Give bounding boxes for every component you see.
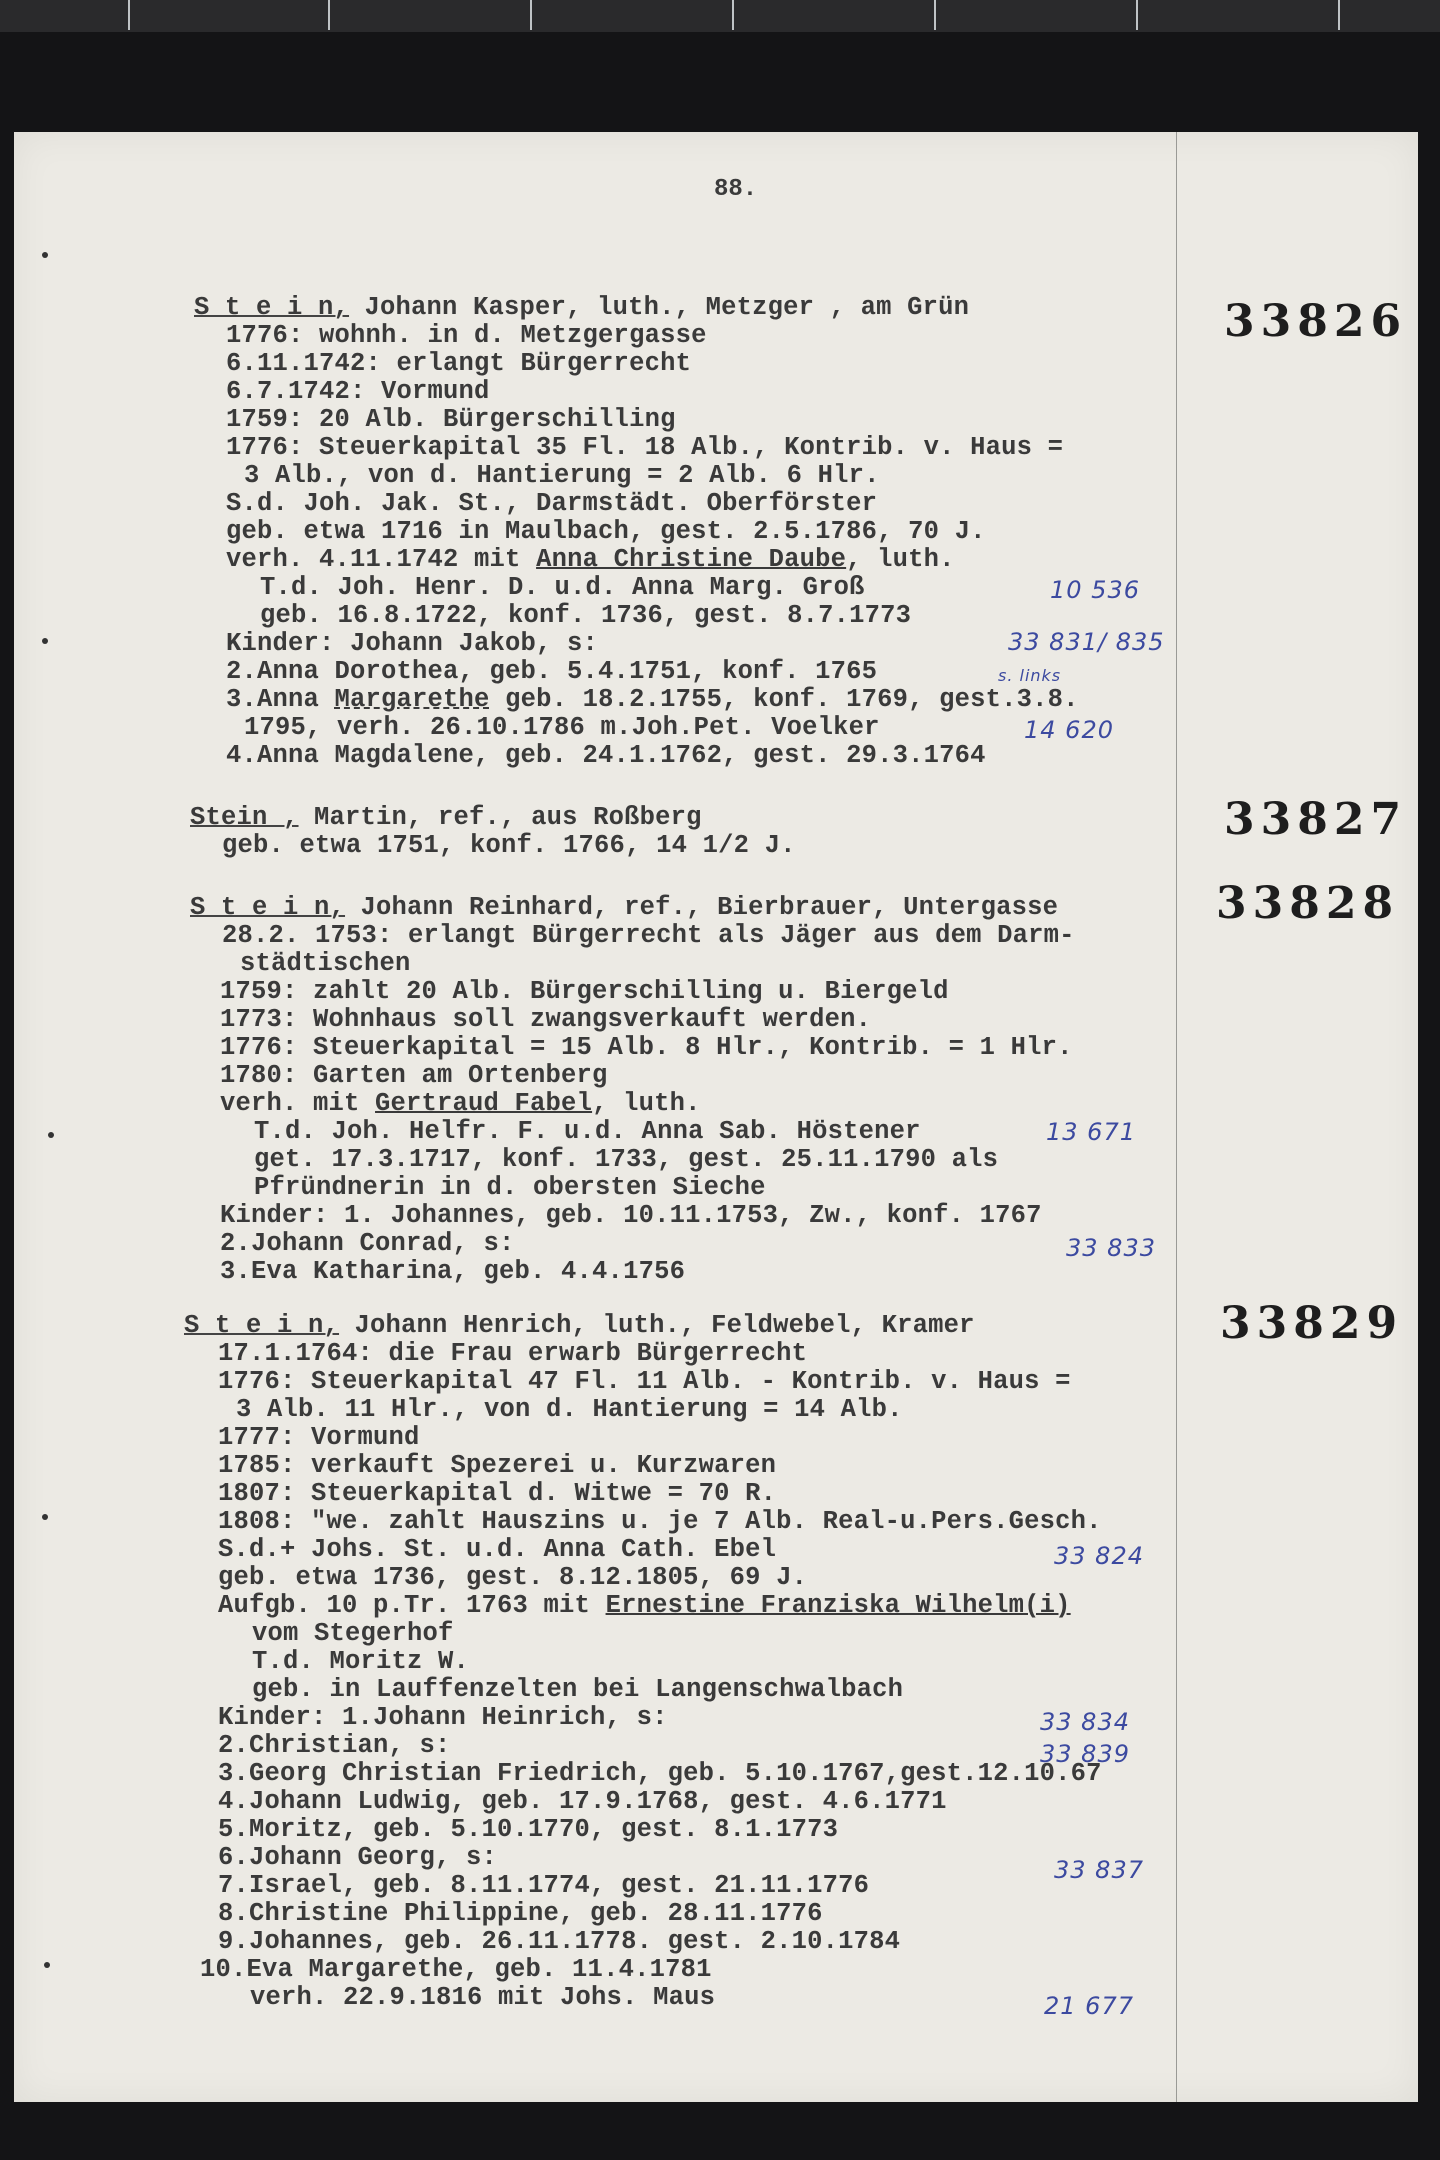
entry-line: 1776: Steuerkapital 47 Fl. 11 Alb. - Kontrib. v. Haus = xyxy=(218,1367,1071,1396)
entry-line: geb. 16.8.1722, konf. 1736, gest. 8.7.1773 xyxy=(260,601,912,630)
entry-line: T.d. Joh. Henr. D. u.d. Anna Marg. Groß xyxy=(260,573,865,602)
entry-line: S.d.+ Johs. St. u.d. Anna Cath. Ebel xyxy=(218,1535,777,1564)
spouse-name: Anna Christine Daube xyxy=(536,545,847,574)
entry-line: Pfründnerin in d. obersten Sieche xyxy=(254,1173,766,1202)
reference-number: 33829 xyxy=(1220,1298,1404,1349)
entry-line: Kinder: 1.Johann Heinrich, s: xyxy=(218,1703,668,1732)
surname: S t e i n, xyxy=(194,293,350,322)
column-divider xyxy=(1176,132,1177,2102)
handwritten-note: 33 833 xyxy=(1066,1234,1156,1262)
entry-line: 1808: "we. zahlt Hauszins u. je 7 Alb. Real-u.Pers.Gesch. xyxy=(218,1507,1102,1536)
entry-line: 9.Johannes, geb. 26.11.1778. gest. 2.10.1784 xyxy=(218,1927,901,1956)
text: geb. 18.2.1755, konf. 1769, gest.3.8. xyxy=(489,685,1079,714)
handwritten-note: 10 536 xyxy=(1050,576,1140,604)
film-tick xyxy=(1338,0,1340,30)
reference-number: 33828 xyxy=(1216,878,1400,929)
entry-line: 3.Georg Christian Friedrich, geb. 5.10.1767,gest.12.10.67 xyxy=(218,1759,1102,1788)
entry-line: 4.Anna Magdalene, geb. 24.1.1762, gest. 29.3.1764 xyxy=(226,741,986,770)
entry-line: 2.Christian, s: xyxy=(218,1731,451,1760)
entry-line: 1795, verh. 26.10.1786 m.Joh.Pet. Voelker xyxy=(244,713,880,742)
page-number: 88. xyxy=(714,176,758,203)
punch-hole-mark xyxy=(42,252,48,258)
handwritten-note: 14 620 xyxy=(1024,716,1114,744)
film-tick xyxy=(128,0,130,30)
heading-text: Johann Kasper, luth., Metzger , am Grün xyxy=(349,293,970,322)
text: , luth. xyxy=(846,545,955,574)
film-tick xyxy=(732,0,734,30)
entry-line: städtischen xyxy=(240,949,411,978)
underlined-name: Margarethe xyxy=(334,685,490,714)
heading-text: Johann Henrich, luth., Feldwebel, Kramer xyxy=(339,1311,975,1340)
reference-number: 33826 xyxy=(1224,296,1408,347)
document-page xyxy=(14,132,1418,2102)
entry-line: 1759: 20 Alb. Bürgerschilling xyxy=(226,405,676,434)
entry-line: Kinder: 1. Johannes, geb. 10.11.1753, Zw., konf. 1767 xyxy=(220,1201,1042,1230)
entry-line: 3 Alb. 11 Hlr., von d. Hantierung = 14 Alb. xyxy=(236,1395,903,1424)
entry-line: 28.2. 1753: erlangt Bürgerrecht als Jäger aus dem Darm- xyxy=(222,921,1075,950)
entry-heading xyxy=(194,294,969,322)
entry-line: 1777: Vormund xyxy=(218,1423,420,1452)
entry-line: 3 Alb., von d. Hantierung = 2 Alb. 6 Hlr. xyxy=(244,461,880,490)
handwritten-note: 21 677 xyxy=(1044,1992,1134,2020)
entry-line: geb. etwa 1736, gest. 8.12.1805, 69 J. xyxy=(218,1563,808,1592)
punch-hole-mark xyxy=(44,1962,50,1968)
entry-line: vom Stegerhof xyxy=(252,1619,454,1648)
entry-line: 3.Eva Katharina, geb. 4.4.1756 xyxy=(220,1257,686,1286)
surname: Stein , xyxy=(190,803,299,832)
surname: S t e i n, xyxy=(190,893,346,922)
entry-line: 1773: Wohnhaus soll zwangsverkauft werden. xyxy=(220,1005,872,1034)
entry-line: T.d. Joh. Helfr. F. u.d. Anna Sab. Höstener xyxy=(254,1117,921,1146)
handwritten-note: 33 837 xyxy=(1054,1856,1144,1884)
handwritten-note: 33 824 xyxy=(1054,1542,1144,1570)
entry-line: 6.Johann Georg, s: xyxy=(218,1843,498,1872)
entry-line: 5.Moritz, geb. 5.10.1770, gest. 8.1.1773 xyxy=(218,1815,839,1844)
entry-line: 1776: wohnh. in d. Metzgergasse xyxy=(226,321,707,350)
handwritten-note: 13 671 xyxy=(1046,1118,1136,1146)
film-tick xyxy=(530,0,532,30)
entry-line: 1759: zahlt 20 Alb. Bürgerschilling u. Biergeld xyxy=(220,977,949,1006)
entry-line: 10.Eva Margarethe, geb. 11.4.1781 xyxy=(200,1955,712,1984)
entry-line: 6.11.1742: erlangt Bürgerrecht xyxy=(226,349,692,378)
entry-line: S.d. Joh. Jak. St., Darmstädt. Oberförster xyxy=(226,489,878,518)
text: Aufgb. 10 p.Tr. 1763 mit xyxy=(218,1591,606,1620)
text: verh. mit xyxy=(220,1089,376,1118)
entry-line: 2.Anna Dorothea, geb. 5.4.1751, konf. 1765 xyxy=(226,657,878,686)
entry-line: 17.1.1764: die Frau erwarb Bürgerrecht xyxy=(218,1339,808,1368)
entry-line: 4.Johann Ludwig, geb. 17.9.1768, gest. 4.6.1771 xyxy=(218,1787,947,1816)
entry-line xyxy=(226,686,1079,714)
entry-line xyxy=(220,1090,701,1118)
entry-line: verh. 22.9.1816 mit Johs. Maus xyxy=(250,1983,716,2012)
entry-line: 8.Christine Philippine, geb. 28.11.1776 xyxy=(218,1899,823,1928)
film-tick xyxy=(934,0,936,30)
punch-hole-mark xyxy=(42,638,48,644)
entry-line: 1807: Steuerkapital d. Witwe = 70 R. xyxy=(218,1479,777,1508)
handwritten-note: 33 839 xyxy=(1040,1740,1130,1768)
spouse-name: Ernestine Franziska Wilhelm(i) xyxy=(605,1591,1071,1620)
entry-heading xyxy=(190,894,1058,922)
punch-hole-mark xyxy=(42,1514,48,1520)
entry-line: 1785: verkauft Spezerei u. Kurzwaren xyxy=(218,1451,777,1480)
entry-line xyxy=(218,1592,1071,1620)
entry-line xyxy=(226,546,955,574)
entry-line: 7.Israel, geb. 8.11.1774, gest. 21.11.1776 xyxy=(218,1871,870,1900)
reference-number: 33827 xyxy=(1224,794,1408,845)
entry-line: geb. etwa 1716 in Maulbach, gest. 2.5.1786, 70 J. xyxy=(226,517,986,546)
entry-line: 6.7.1742: Vormund xyxy=(226,377,490,406)
entry-line: 1776: Steuerkapital 35 Fl. 18 Alb., Kontrib. v. Haus = xyxy=(226,433,1064,462)
entry-line: geb. in Lauffenzelten bei Langenschwalbach xyxy=(252,1675,904,1704)
entry-line: 1780: Garten am Ortenberg xyxy=(220,1061,608,1090)
entry-line: T.d. Moritz W. xyxy=(252,1647,470,1676)
entry-line: 1776: Steuerkapital = 15 Alb. 8 Hlr., Kontrib. = 1 Hlr. xyxy=(220,1033,1073,1062)
text: verh. 4.11.1742 mit xyxy=(226,545,537,574)
film-tick xyxy=(1136,0,1138,30)
film-tick xyxy=(328,0,330,30)
surname: S t e i n, xyxy=(184,1311,340,1340)
entry-line: 2.Johann Conrad, s: xyxy=(220,1229,515,1258)
entry-line: geb. etwa 1751, konf. 1766, 14 1/2 J. xyxy=(222,831,796,860)
entry-heading xyxy=(184,1312,975,1340)
text: , luth. xyxy=(592,1089,701,1118)
heading-text: Johann Reinhard, ref., Bierbrauer, Untergasse xyxy=(345,893,1059,922)
handwritten-note: s. links xyxy=(998,666,1062,685)
handwritten-note: 33 831/ 835 xyxy=(1008,628,1165,656)
handwritten-note: 33 834 xyxy=(1040,1708,1130,1736)
punch-hole-mark xyxy=(48,1132,54,1138)
text: 3.Anna xyxy=(226,685,335,714)
entry-line: get. 17.3.1717, konf. 1733, gest. 25.11.1790 als xyxy=(254,1145,999,1174)
entry-line: Kinder: Johann Jakob, s: xyxy=(226,629,599,658)
spouse-name: Gertraud Fabel xyxy=(375,1089,593,1118)
film-strip-edge xyxy=(0,0,1440,32)
heading-text: Martin, ref., aus Roßberg xyxy=(298,803,702,832)
entry-heading xyxy=(190,804,702,832)
